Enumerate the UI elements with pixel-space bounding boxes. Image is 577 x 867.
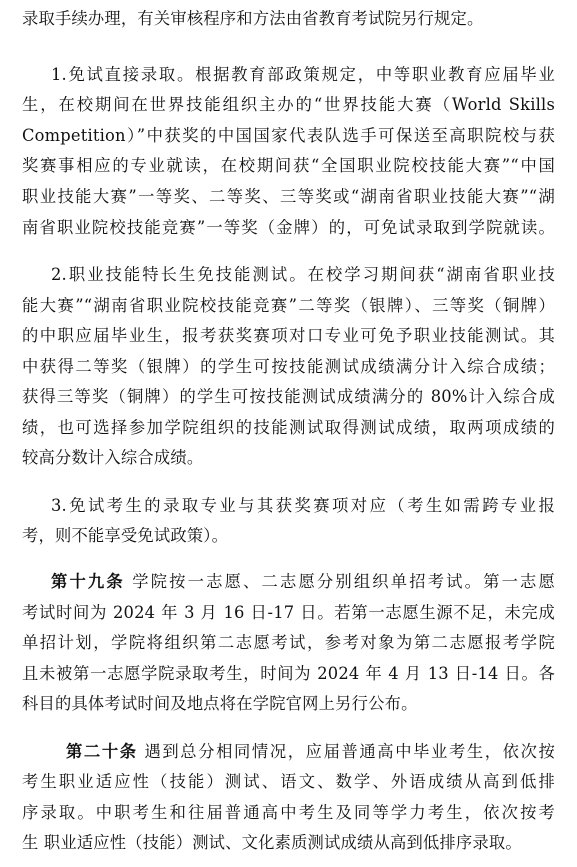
text-line: 奖赛事相应的专业就读，在校期间获“全国职业院校技能大赛”“中国 xyxy=(22,156,555,175)
text-line: 考试时间为 2024 年 3 月 16 日-17 日。若第一志愿生源不足，未完成 xyxy=(22,603,555,622)
article-19-heading: 第十九条 xyxy=(51,572,125,591)
article-19-first-line xyxy=(51,567,555,597)
article-19-text: 学院按一志愿、二志愿分别组织单招考试。第一志愿 xyxy=(132,572,555,591)
text-line: 的中职应届毕业生，报考获奖赛项对口专业可免予职业技能测试。其 xyxy=(22,326,555,345)
article-20-heading: 第二十条 xyxy=(66,742,138,761)
text-line: 生 职业适应性（技能）测试、文化素质测试成绩从高到低排序录取。 xyxy=(22,833,522,852)
text-line: 序录取。中职考生和往届普通高中考生及同等学力考生，依次按考 xyxy=(22,803,555,822)
text-line: Competition）”中获奖的中国国家代表队选手可保送至高职院校与获 xyxy=(22,126,555,145)
text-line: 生，在校期间在世界技能组织主办的“世界技能大赛（World Skills xyxy=(22,95,555,114)
text-line: 中获得二等奖（银牌）的学生可按技能测试成绩满分计入综合成绩； xyxy=(22,357,555,376)
article-20-text: 遇到总分相同情况，应届普通高中毕业考生，依次按 xyxy=(144,742,555,761)
article-20-first-line xyxy=(66,737,555,767)
text-line: 考，则不能享受免试政策）。 xyxy=(22,526,229,545)
text-line: 绩，也可选择参加学院组织的技能测试取得测试成绩，取两项成绩的 xyxy=(22,418,555,437)
text-line: 且未被第一志愿学院录取考生，时间为 2024 年 4 月 13 日-14 日。各 xyxy=(22,664,555,683)
text-line: 考生职业适应性（技能）测试、语文、数学、外语成绩从高到低排 xyxy=(22,772,555,791)
text-line: 职业技能大赛”一等奖、二等奖、三等奖或“湖南省职业技能大赛”“湖 xyxy=(22,187,555,206)
text-line: 较高分数计入综合成绩。 xyxy=(22,448,204,467)
text-line: 录取手续办理，有关审核程序和方法由省教育考试院另行规定。 xyxy=(22,9,484,28)
text-line: 单招计划，学院将组织第二志愿考试，参考对象为第二志愿报考学院 xyxy=(22,633,555,652)
text-line: 能大赛”“湖南省职业院校技能竞赛”二等奖（银牌）、三等奖（铜牌） xyxy=(22,296,555,315)
text-line: 南省职业院校技能竞赛”一等奖（金牌）的，可免试录取到学院就读。 xyxy=(22,218,555,237)
text-line: 科目的具体考试时间及地点将在学院官网上另行公布。 xyxy=(22,694,418,713)
text-line: 2.职业技能特长生免技能测试。在校学习期间获“湖南省职业技 xyxy=(51,265,555,284)
text-line: 1.免试直接录取。根据教育部政策规定，中等职业教育应届毕业 xyxy=(51,65,555,84)
text-line: 获得三等奖（铜牌）的学生可按技能测试成绩满分的 80%计入综合成 xyxy=(22,387,555,406)
text-line: 3.免试考生的录取专业与其获奖赛项对应（考生如需跨专业报 xyxy=(51,496,555,515)
